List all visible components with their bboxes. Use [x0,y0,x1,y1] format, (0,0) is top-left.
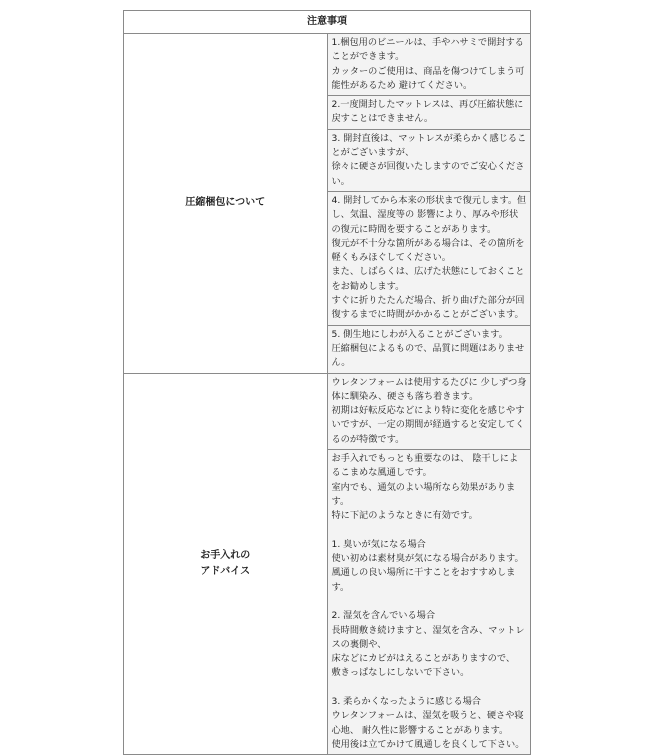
table-title: 注意事項 [124,11,531,34]
note-item [327,96,531,130]
note-text: 3. 開封直後は、マットレスが柔らかく感じることがございますが、 徐々に硬さが回復いたしますのでご安心ください。 [331,132,527,187]
note-item [327,129,531,191]
note-item [327,191,531,325]
note-text: 2.一度開封したマットレスは、再び圧縮状態に戻すことはできません。 [331,99,524,125]
table-row [124,34,531,96]
note-item [327,450,531,755]
note-item [327,373,531,449]
note-item [327,325,531,373]
note-text: お手入れでもっとも重要なのは、 陰干しによるこまめな風通しです。 室内でも、通気のよい場所なら効果があります。 特に下記のようなときに有効です。 1. 臭いが気になる場合 使い初めは素材臭が気になる場合があります。 風通しの良い場所に干すことをおすすめします。 2. 湿気を含んでいる場合 長時間敷き続けますと、湿気を含み、マットレスの裏側や、 床などにカビがはえることがありますので、 敷きっぱなしにしないで下さい。 3. 柔らかくなったように感じる場合 ウレタンフォームは、湿気を吸うと、硬さや寝心地、 耐久性に影響することがあります。 使用後は立てかけて風通しを良くして下さい。 [331,453,525,750]
note-text: ウレタンフォームは使用するたびに 少しずつ身体に馴染み、硬さも落ち着きます。 初期は好転反応などにより特に変化を感じやすいですが、一定の期間が経過すると安定してくるのが特徴です。 [331,376,527,445]
category-compressed-packing: 圧縮梱包について [124,34,328,374]
title-row [124,11,531,34]
note-item [327,34,531,96]
notice-table [123,10,531,755]
category-care-advice: お手入れの アドバイス [124,373,328,755]
note-text: 4. 開封してから本来の形状まで復元します。但し、気温、湿度等の 影響により、厚みや形状の復元に時間を要することがあります。 復元が不十分な箇所がある場合は、その箇所を軽くもみほぐしてください。 また、しばらくは、広げた状態にしておくことをお勧めします。 すぐに折りたたんだ場合、折り曲げた部分が回復するまでに時間がかかることがございます。 [331,194,527,321]
table-row [124,373,531,449]
note-text: 1.梱包用のビニールは、手やハサミで開封することができます。 カッターのご使用は、商品を傷つけてしまう可能性があるため 避けてください。 [331,37,525,91]
note-text: 5. 側生地にしわが入ることがございます。 圧縮梱包によるもので、品質に問題はありません。 [331,328,525,369]
